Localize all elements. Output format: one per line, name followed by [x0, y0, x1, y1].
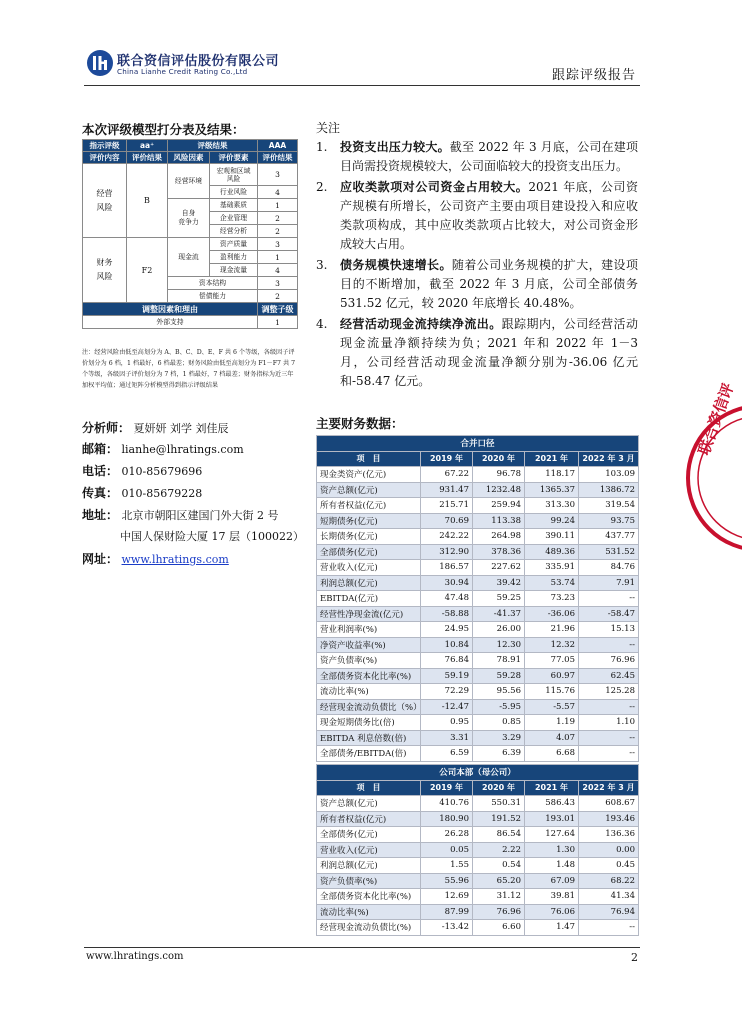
cell-value: 59.25 — [473, 591, 525, 607]
adjust-external-support-value: 1 — [258, 316, 298, 329]
cell-value: 242.22 — [421, 529, 473, 545]
cell-value: 531.52 — [579, 544, 639, 560]
cell-value: 180.90 — [421, 811, 473, 827]
cell-value: 550.31 — [473, 796, 525, 812]
parent-financial-table — [316, 764, 639, 936]
cell-value: 1232.48 — [473, 482, 525, 498]
cell-value: 99.24 — [525, 513, 579, 529]
attention-item-heading: 投资支出压力较大。 — [340, 140, 450, 154]
table-row — [317, 746, 639, 762]
row-label: 长期债务(亿元) — [317, 529, 421, 545]
footer-website: www.lhratings.com — [86, 951, 184, 962]
cell-value: 1386.72 — [579, 482, 639, 498]
element-capital-structure: 资本结构 — [168, 277, 258, 290]
row-label: 流动比率(%) — [317, 904, 421, 920]
attention-item — [316, 315, 638, 391]
cell-value: 24.95 — [421, 622, 473, 638]
table-row — [317, 591, 639, 607]
cell-value: 59.19 — [421, 668, 473, 684]
cell-value: 127.64 — [525, 827, 579, 843]
company-name-en: China Lianhe Credit Rating Co.,Ltd — [117, 67, 248, 76]
cell-value: 215.71 — [421, 498, 473, 514]
cell-value: 193.46 — [579, 811, 639, 827]
table-row — [317, 796, 639, 812]
cell-value: 113.38 — [473, 513, 525, 529]
cell-value: -- — [579, 920, 639, 936]
cell-value: 335.91 — [525, 560, 579, 576]
cell-value: 264.98 — [473, 529, 525, 545]
attention-item-heading: 债务规模快速增长。 — [340, 258, 452, 272]
table-row — [317, 513, 639, 529]
element-operation-analysis: 经营分析 — [210, 225, 258, 238]
cell-value: 312.90 — [421, 544, 473, 560]
cell-value: 227.62 — [473, 560, 525, 576]
element-debt-paying: 偿债能力 — [168, 290, 258, 303]
attention-item — [316, 256, 638, 313]
table-row — [317, 684, 639, 700]
cell-value: 186.57 — [421, 560, 473, 576]
indicative-rating-value: aa⁺ — [127, 140, 168, 152]
attention-item-number: 1. — [316, 140, 328, 154]
row-label: 利润总额(亿元) — [317, 858, 421, 874]
row-label: 资产负债率(%) — [317, 873, 421, 889]
consolidated-financial-table — [316, 435, 639, 762]
cell-value: 39.81 — [525, 889, 579, 905]
cell-value: 410.76 — [421, 796, 473, 812]
svg-text:联合资信评: 联合资信评 — [694, 380, 738, 458]
cell-value: 4.07 — [525, 730, 579, 746]
cell-value: 60.97 — [525, 668, 579, 684]
cell-value: 86.54 — [473, 827, 525, 843]
table-row — [317, 889, 639, 905]
group-operating-result: B — [127, 164, 168, 238]
table-row — [317, 653, 639, 669]
cell-value: 26.00 — [473, 622, 525, 638]
attention-item-text — [340, 138, 638, 176]
address-line1: 北京市朝阳区建国门外大街 2 号 — [121, 509, 279, 522]
company-logo-icon — [86, 49, 114, 77]
cell-value: 95.56 — [473, 684, 525, 700]
cell-value: 136.36 — [579, 827, 639, 843]
table-row — [317, 606, 639, 622]
address-line2: 中国人保财险大厦 17 层（100022） — [120, 530, 304, 543]
cell-value: 1.19 — [525, 715, 579, 731]
cell-value: -5.57 — [525, 699, 579, 715]
group-financial-result: F2 — [127, 238, 168, 303]
attention-item — [316, 138, 638, 176]
attention-item — [316, 178, 638, 254]
row-label: 净资产收益率(%) — [317, 637, 421, 653]
table-row — [317, 498, 639, 514]
attention-item-heading: 经营活动现金流持续净流出。 — [340, 317, 502, 331]
attention-item-text — [340, 256, 638, 313]
attention-title: 关注 — [316, 121, 341, 135]
row-label: 全部债务(亿元) — [317, 544, 421, 560]
cell-value: -58.47 — [579, 606, 639, 622]
fax-value: 010-85679228 — [121, 487, 203, 500]
cell-value: 96.78 — [473, 467, 525, 483]
table-row — [317, 715, 639, 731]
element-profitability: 盈利能力 — [210, 251, 258, 264]
group-financial-risk: 财务 风险 — [83, 238, 127, 303]
cell-value: 118.17 — [525, 467, 579, 483]
adjust-external-support: 外部支持 — [83, 316, 258, 329]
footer-divider — [84, 947, 640, 948]
col-eval-content: 评价内容 — [83, 152, 127, 164]
cell-value: 437.77 — [579, 529, 639, 545]
cell-value: 115.76 — [525, 684, 579, 700]
score-macro-risk: 3 — [258, 164, 298, 186]
row-label: 全部债务资本化比率(%) — [317, 668, 421, 684]
cell-value: 55.96 — [421, 873, 473, 889]
cell-value: 10.84 — [421, 637, 473, 653]
score-table — [82, 139, 298, 329]
table-header-row — [317, 780, 639, 796]
adjust-head-row — [83, 303, 298, 316]
cell-value: 1.10 — [579, 715, 639, 731]
score-industry-risk: 4 — [258, 186, 298, 199]
factor-operating-env: 经营环境 — [168, 164, 210, 199]
cell-value: 12.69 — [421, 889, 473, 905]
cell-value: 62.45 — [579, 668, 639, 684]
table-row — [317, 827, 639, 843]
row-label: 资产负债率(%) — [317, 653, 421, 669]
cell-value: 378.36 — [473, 544, 525, 560]
cell-value: 41.34 — [579, 889, 639, 905]
element-asset-quality: 资产质量 — [210, 238, 258, 251]
element-management: 企业管理 — [210, 212, 258, 225]
attention-item-heading: 应收类款项对公司资金占用较大。 — [340, 180, 529, 194]
cell-value: 6.60 — [473, 920, 525, 936]
cell-value: 608.67 — [579, 796, 639, 812]
score-debt-paying: 2 — [258, 290, 298, 303]
row-label: 资产总额(亿元) — [317, 796, 421, 812]
cell-value: 931.47 — [421, 482, 473, 498]
group-operating-risk: 经营 风险 — [83, 164, 127, 238]
table-row — [317, 904, 639, 920]
row-label: 流动比率(%) — [317, 684, 421, 700]
rating-result-label: 评级结果 — [168, 140, 258, 152]
attention-item-number: 4. — [316, 317, 328, 331]
cell-value: -- — [579, 730, 639, 746]
column-header: 2020 年 — [473, 780, 525, 796]
adjust-reason-label: 调整因素和理由 — [83, 303, 258, 316]
cell-value: 125.28 — [579, 684, 639, 700]
adjust-notch-label: 调整子级 — [258, 303, 298, 316]
website-link[interactable]: www.lhratings.com — [121, 553, 229, 566]
row-label: 所有者权益(亿元) — [317, 498, 421, 514]
row-label: 所有者权益(亿元) — [317, 811, 421, 827]
table-row — [317, 637, 639, 653]
row-label: 营业利润率(%) — [317, 622, 421, 638]
column-header: 项 目 — [317, 780, 421, 796]
row-label: 全部债务(亿元) — [317, 827, 421, 843]
financial-section-title: 主要财务数据： — [316, 416, 404, 431]
cell-value: 7.91 — [579, 575, 639, 591]
cell-value: 0.45 — [579, 858, 639, 874]
cell-value: 259.94 — [473, 498, 525, 514]
cell-value: 65.20 — [473, 873, 525, 889]
attention-item-body: 跟踪期内，公司经营活动现金流量净额持续为负；2021 年和 2022 年 1－3 月，公司经营活动现金流量净额分别为-36.06 亿元和-58.47 亿元。 — [340, 317, 638, 388]
website-label: 网址： — [82, 552, 119, 566]
cell-value: 0.95 — [421, 715, 473, 731]
cell-value: 2.22 — [473, 842, 525, 858]
company-name-cn: 联合资信评估股份有限公司 — [117, 54, 280, 69]
cell-value: 67.09 — [525, 873, 579, 889]
table-row — [317, 467, 639, 483]
score-head-row-2 — [83, 152, 298, 164]
row-label: 营业收入(亿元) — [317, 560, 421, 576]
element-basic-quality: 基础素质 — [210, 199, 258, 212]
col-element-result: 评价结果 — [258, 152, 298, 164]
factor-cash-flow: 现金流 — [168, 238, 210, 277]
score-profitability: 1 — [258, 251, 298, 264]
row-label: 经营现金流动负债比(%) — [317, 920, 421, 936]
cell-value: 73.23 — [525, 591, 579, 607]
attention-item-number: 3. — [316, 258, 328, 272]
cell-value: 191.52 — [473, 811, 525, 827]
table-row — [317, 730, 639, 746]
cell-value: 3.31 — [421, 730, 473, 746]
table-caption: 公司本部（母公司） — [317, 765, 639, 781]
cell-value: 12.30 — [473, 637, 525, 653]
cell-value: 72.29 — [421, 684, 473, 700]
score-capital-structure: 3 — [258, 277, 298, 290]
column-header: 2022 年 3 月 — [579, 451, 639, 467]
cell-value: 39.42 — [473, 575, 525, 591]
row-label: 经营现金流动负债比（%） — [317, 699, 421, 715]
cell-value: 53.74 — [525, 575, 579, 591]
attention-item-body: 2021 年底，公司资产规模有所增长，公司资产主要由项目建设投入和应收类款项构成，其中应收类款项占比较大，对公司资金形成较大占用。 — [340, 180, 638, 251]
cell-value: 77.05 — [525, 653, 579, 669]
score-asset-quality: 3 — [258, 238, 298, 251]
cell-value: 313.30 — [525, 498, 579, 514]
header-divider — [84, 85, 640, 86]
score-note: 注：经营风险由低至高划分为 A、B、C、D、E、F 共 6 个等级，各级因子评价划分为 6 档，1 档最好，6 档最差；财务风险由低至高划分为 F1－F7 共 7 个等级，各级因子评价划分为 7 档，1 档最好，7 档最差；财务指标为近三年加权平均值；通过矩阵分析模型得到指示评级结果 — [82, 349, 296, 389]
row-label: 营业收入(亿元) — [317, 842, 421, 858]
email-value: lianhe@lhratings.com — [121, 443, 244, 456]
cell-value: 1.47 — [525, 920, 579, 936]
element-cash-flow: 现金流量 — [210, 264, 258, 277]
cell-value: 67.22 — [421, 467, 473, 483]
cell-value: 319.54 — [579, 498, 639, 514]
table-row — [317, 544, 639, 560]
table-row — [317, 920, 639, 936]
attention-item-text — [340, 315, 638, 391]
cell-value: 0.05 — [421, 842, 473, 858]
cell-value: 1.30 — [525, 842, 579, 858]
page-number: 2 — [631, 951, 638, 964]
cell-value: 59.28 — [473, 668, 525, 684]
attention-item-body: 截至 2022 年 3 月底，公司在建项目尚需投资规模较大，公司面临较大的投资支出压力。 — [340, 140, 638, 173]
cell-value: -- — [579, 591, 639, 607]
table-row — [317, 668, 639, 684]
table-row — [317, 560, 639, 576]
phone-value: 010-85679696 — [121, 465, 203, 478]
table-caption: 合并口径 — [317, 436, 639, 452]
cell-value: -41.37 — [473, 606, 525, 622]
cell-value: 586.43 — [525, 796, 579, 812]
table-caption-row — [317, 436, 639, 452]
row-label: 短期债务(亿元) — [317, 513, 421, 529]
score-management: 2 — [258, 212, 298, 225]
cell-value: 193.01 — [525, 811, 579, 827]
cell-value: 76.94 — [579, 904, 639, 920]
element-macro-risk: 宏观和区域风险 — [210, 164, 258, 186]
email-label: 邮箱： — [82, 442, 119, 456]
cell-value: 1.48 — [525, 858, 579, 874]
cell-value: 76.84 — [421, 653, 473, 669]
table-row — [317, 482, 639, 498]
rating-result-value: AAA — [258, 140, 298, 152]
row-label: 全部债务资本化比率(%) — [317, 889, 421, 905]
cell-value: 6.39 — [473, 746, 525, 762]
analyst-label: 分析师： — [82, 421, 131, 435]
cell-value: -- — [579, 637, 639, 653]
cell-value: 21.96 — [525, 622, 579, 638]
cell-value: 70.69 — [421, 513, 473, 529]
column-header: 2019 年 — [421, 780, 473, 796]
cell-value: -- — [579, 699, 639, 715]
score-cash-flow: 4 — [258, 264, 298, 277]
cell-value: 87.99 — [421, 904, 473, 920]
cell-value: -13.42 — [421, 920, 473, 936]
col-eval-result: 评价结果 — [127, 152, 168, 164]
cell-value: 12.32 — [525, 637, 579, 653]
col-eval-element: 评价要素 — [210, 152, 258, 164]
row-label: 经营性净现金流(亿元) — [317, 606, 421, 622]
cell-value: -5.95 — [473, 699, 525, 715]
cell-value: 1.55 — [421, 858, 473, 874]
cell-value: 68.22 — [579, 873, 639, 889]
table-row — [317, 842, 639, 858]
column-header: 2021 年 — [525, 451, 579, 467]
table-row — [317, 575, 639, 591]
cell-value: 26.28 — [421, 827, 473, 843]
address-label: 地址： — [82, 508, 119, 522]
score-section-title: 本次评级模型打分表及结果： — [82, 122, 245, 137]
row-label: 全部债务/EBITDA(倍) — [317, 746, 421, 762]
score-head-row-1 — [83, 140, 298, 152]
table-header-row — [317, 451, 639, 467]
table-row — [317, 811, 639, 827]
cell-value: 78.91 — [473, 653, 525, 669]
row-label: EBITDA 利息倍数(倍) — [317, 730, 421, 746]
table-row — [317, 699, 639, 715]
cell-value: 84.76 — [579, 560, 639, 576]
cell-value: 76.96 — [473, 904, 525, 920]
column-header: 2020 年 — [473, 451, 525, 467]
cell-value: 31.12 — [473, 889, 525, 905]
cell-value: 1365.37 — [525, 482, 579, 498]
cell-value: 489.36 — [525, 544, 579, 560]
table-caption-row — [317, 765, 639, 781]
cell-value: 76.06 — [525, 904, 579, 920]
analyst-names: 夏妍妍 刘学 刘佳辰 — [133, 422, 229, 435]
report-type: 跟踪评级报告 — [551, 68, 636, 83]
factor-self-competitiveness: 自身 竞争力 — [168, 199, 210, 238]
row-label: 现金短期债务比(倍) — [317, 715, 421, 731]
cell-value: 93.75 — [579, 513, 639, 529]
cell-value: 76.96 — [579, 653, 639, 669]
table-row — [317, 858, 639, 874]
cell-value: 390.11 — [525, 529, 579, 545]
row-label: EBITDA(亿元) — [317, 591, 421, 607]
cell-value: 47.48 — [421, 591, 473, 607]
score-basic-quality: 1 — [258, 199, 298, 212]
row-label: 利润总额(亿元) — [317, 575, 421, 591]
indicative-rating-label: 指示评级 — [83, 140, 127, 152]
cell-value: -12.47 — [421, 699, 473, 715]
cell-value: 3.29 — [473, 730, 525, 746]
cell-value: 30.94 — [421, 575, 473, 591]
cell-value: 15.13 — [579, 622, 639, 638]
cell-value: 0.00 — [579, 842, 639, 858]
table-row — [317, 622, 639, 638]
column-header: 项 目 — [317, 451, 421, 467]
cell-value: -36.06 — [525, 606, 579, 622]
cell-value: 0.85 — [473, 715, 525, 731]
score-operation-analysis: 2 — [258, 225, 298, 238]
attention-item-body: 随着公司业务规模的扩大，建设项目的不断增加，截至 2022 年 3 月底，公司全部债务 531.52 亿元，较 2020 年底增长 40.48%。 — [340, 258, 638, 310]
cell-value: -- — [579, 746, 639, 762]
cell-value: 103.09 — [579, 467, 639, 483]
column-header: 2021 年 — [525, 780, 579, 796]
table-row — [317, 873, 639, 889]
column-header: 2019 年 — [421, 451, 473, 467]
cell-value: -58.88 — [421, 606, 473, 622]
table-row — [317, 529, 639, 545]
cell-value: 6.59 — [421, 746, 473, 762]
company-seal-icon — [682, 380, 742, 558]
row-label: 资产总额(亿元) — [317, 482, 421, 498]
element-industry-risk: 行业风险 — [210, 186, 258, 199]
cell-value: 6.68 — [525, 746, 579, 762]
phone-label: 电话： — [82, 464, 119, 478]
cell-value: 0.54 — [473, 858, 525, 874]
row-label: 现金类资产(亿元) — [317, 467, 421, 483]
attention-item-number: 2. — [316, 180, 328, 194]
column-header: 2022 年 3 月 — [579, 780, 639, 796]
attention-item-text — [340, 178, 638, 254]
attention-section — [316, 119, 638, 391]
col-risk-factor: 风险因素 — [168, 152, 210, 164]
fax-label: 传真： — [82, 486, 119, 500]
